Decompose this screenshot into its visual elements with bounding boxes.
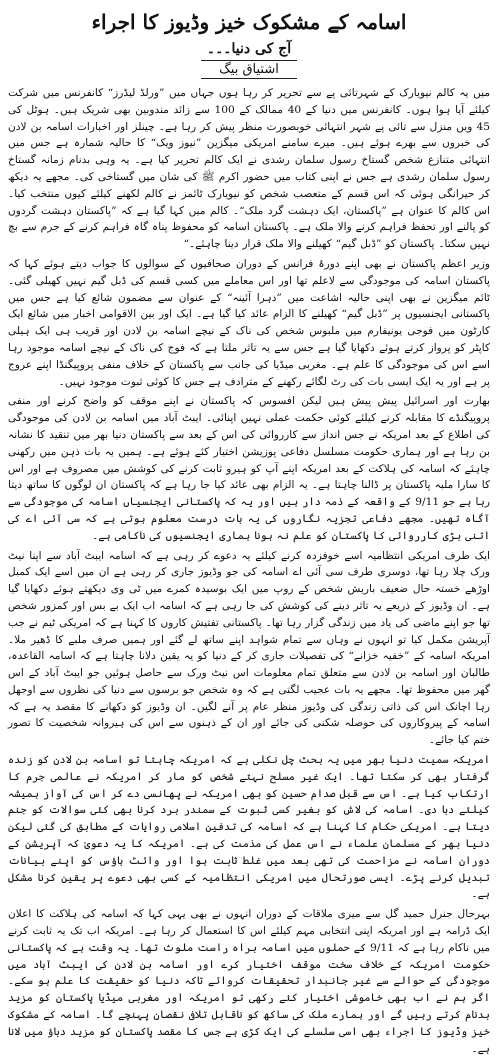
paragraph: امریکہ سمیت دنیا بھر میں یہ بحث چل نکلی ہے کہ امریکہ چاہتا تو اسامہ بن لادن کو زندہ گرفتار بھی کر سکتا تھا۔ ایک غیر مسلح نہتے شخص کو مار کر امریکہ نے عالمی جرم کا ارتکاب کیا ہے۔ اس سے قبل صدام حسین کو بھی امریکہ نے پھانسی دے کر اس کی آواز ہمیشہ کیلئے دبا دی۔ اسامہ کی لاش کو بغیر کسی ثبوت کے سمندر برد کرنا بھی کئی سوالات کو جنم دیتا ہے۔ امریکی حکام کا کہنا ہے کہ اسامہ کی تدفین اسلامی روایات کے مطابق کی گئی لیکن دنیا بھر کے مسلمان علماء نے اس عمل کی مذمت کی ہے۔ امریکہ کا یہ دعویٰ کہ آپریشن کے دوران اسامہ نے مزاحمت کی تھی بعد میں غلط ثابت ہوا اور وائٹ ہاؤس کو اپنے بیانات تبدیل کرنے پڑے۔ ایسی صورتحال میں امریکی انتظامیہ کے کسی بھی دعوے پر یقین کرنا مشکل ہے۔ bbox=[8, 754, 490, 901]
article-headline: اسامہ کے مشکوک خیز وڈیوز کا اجراء bbox=[91, 10, 407, 34]
author-name: اشتیاق بیگ bbox=[201, 60, 297, 79]
column-title: آج کی دنیا۔۔۔ bbox=[206, 41, 292, 57]
byline bbox=[8, 40, 490, 79]
paragraph: وزیر اعظم پاکستان نے بھی اپنے دورۂ فرانس کے دوران صحافیوں کے سوالوں کا جواب دیتے ہوئے کہا کہ پاکستان اسامہ کی موجودگی سے لاعلم تھا اور اس معاملے میں کسی قسم کی ڈبل گیم نہیں کھیلی گئی۔ ٹائم میگزین نے بھی اپنی حالیہ اشاعت میں ”دہرا آئینہ“ کے عنوان سے مضمون شائع کیا ہے جس میں پاکستانی ایجنسیوں پر ”ڈبل گیم“ کھیلنے کا الزام عائد کیا گیا ہے۔ ایک اور بین الاقوامی اخبار میں شائع ایک کارٹون میں فوجی یونیفارم میں ملبوس شخص کی ناک کے نیچے اسامہ بن لادن اور قریب ہی ایک ہیلی کاپٹر کو پرواز کرتے ہوئے دکھایا گیا ہے جس سے یہ تاثر ملتا ہے کہ فوج کی ناک کے نیچے اسامہ موجود رہا اسے اس کی موجودگی کا علم ہے۔ مغربی میڈیا کی جانب سے پاکستان کے خلاف منفی پروپیگنڈا اپنے عروج پر ہے اور یہ ایک ایسی بات کی رٹ لگائے رکھنے کے مترادف ہے جس کا کوئی ثبوت موجود نہیں۔ bbox=[8, 257, 490, 388]
paragraph: بہرحال جنرل حمید گل سے میری ملاقات کے دوران انہوں نے بھی یہی کہا کہ اسامہ کی ہلاکت کا اعلان ایک ڈرامہ ہے اور امریکہ اپنی انتخابی مہم کیلئے اس کا استعمال کر رہا ہے۔ امریکہ اب تک یہ ثابت کرنے میں ناکام رہا ہے کہ 9/11 کے حملوں میں اسامہ براہ راست ملوث تھا۔ یہ وقت ہے کہ پاکستانی حکومت امریکہ کے خلاف سخت موقف اختیار کرے اور اسامہ بن لادن کی ایبٹ آباد میں موجودگی کے حوالے سے غیر جانبدار تحقیقات کروائے تاکہ دنیا کو حقیقت کا علم ہو سکے۔ اگر ہم نے اب بھی خاموشی اختیار کئے رکھی تو امریکہ اور مغربی میڈیا پاکستان کو مزید بدنام کرتے رہیں گے اور ہمارے ملک کی ساکھ کو ناقابل تلافی نقصان پہنچے گا۔ اسامہ کے مشکوک خیز وڈیوز کا اجراء بھی اسی سلسلے کی ایک کڑی ہے جس کا مقصد پاکستان کو مزید دباؤ میں لانا ہے۔ bbox=[8, 908, 491, 1055]
paragraph: میں یہ کالم نیویارک کے شہرتائی پے سے تحریر کر رہا ہوں جہاں میں ”ورلڈ لیڈرز“ کانفرنس میں شرکت کیلئے آیا ہوا ہوں۔ کانفرنس میں دنیا کے 40 ممالک کے 100 سے زائد مندوبین بھی شریک ہیں۔ ہوٹل کی 45 ویں منزل سے تائی پے شہر انتہائی خوبصورت منظر پیش کر رہا ہے۔ چینلز اور اخبارات اسامہ بن لادن کی خبروں سے بھرے ہوئے ہیں۔ میرے سامنے امریکی میگزین ”نیوز ویک“ کا حالیہ شمارہ ہے جس میں انتہائی متنازع شخص گستاخ رسول سلمان رشدی نے ایک کالم تحریر کیا ہے۔ یہ وہی بدنام زمانہ گستاخ رسول سلمان رشدی ہے جس نے اپنی کتاب میں حضور اکرم ﷺ کی شان میں گستاخی کی۔ مجھے یہ دیکھ کر حیرانگی ہوئی کہ اس قسم کے متعصب شخص کو نیویارک ٹائمز نے کالم لکھنے کیلئے کیوں منتخب کیا۔ اس کالم کا عنوان ہے ”پاکستان، ایک دہشت گرد ملک“۔ کالم میں کہا گیا ہے کہ ”پاکستان دہشت گردوں کو پالنے اور تحفظ فراہم کرنے والا ملک ہے۔ پاکستان اسامہ کو محفوظ پناہ گاہ فراہم کرنے کے جرم سے بچ نہیں سکتا۔ پاکستان کو ”ڈبل گیم“ کھیلنے والا ملک قرار دینا چاہئے۔“ bbox=[8, 87, 490, 251]
paragraph: بھارت اور اسرائیل پیش پیش ہیں لیکن افسوس کہ پاکستان نے اپنے موقف کو واضح کرنے اور منفی پروپیگنڈے کا مقابلہ کرنے کیلئے کوئی حکمت عملی نہیں اپنائی۔ ایبٹ آباد میں اسامہ بن لادن کی موجودگی کی اطلاع کے بعد امریکہ نے جس انداز سے کارروائی کی اس کے بعد سے پاکستان دنیا بھر میں تنقید کا نشانہ بن رہا ہے اور ہماری حکومت مسلسل دفاعی پوزیشن اختیار کئے ہوئے ہے۔ ہمیں یہ بات ذہن میں رکھنی چاہئے کہ اسامہ کی ہلاکت کے بعد امریکہ اپنے آپ کو ہیرو ثابت کرنے کی کوشش میں مصروف ہے اور اس کا سارا ملبہ پاکستان پر ڈالنا چاہتا ہے۔ یہ الزام بھی عائد کیا جا رہا ہے کہ پاکستان ان لوگوں کا ساتھ دیتا رہا ہے جو 9/11 کے واقعہ کے ذمہ دار ہیں اور یہ کہ پاکستانی ایجنسیاں اسامہ کی موجودگی سے آگاہ تھیں۔ مجھے دفاعی تجزیہ نگاروں کی یہ بات درست معلوم ہوتی ہے کہ سی آئی اے کی اتنی بڑی کارروائی کا پاکستان کو علم نہ ہونا ہماری ایجنسیوں کی ناکامی ہے۔ bbox=[8, 395, 490, 542]
paragraph: ایک طرف امریکی انتظامیہ اسے خوفزدہ کرنے کیلئے یہ دعوے کر رہی ہے کہ اسامہ ایبٹ آباد سے اپنا نیٹ ورک چلا رہا تھا، دوسری طرف سی آئی اے اسامہ کی جو وڈیوز جاری کر رہی ہے ان میں اسے ایک کمبل اوڑھے خستہ حال ضعیف باریش شخص کے روپ میں ایک بوسیدہ کمرے میں ٹی وی دیکھتے ہوئے دکھایا گیا ہے۔ ان وڈیوز کے ذریعے یہ تاثر دینے کی کوشش کی جا رہی ہے کہ اسامہ اب ایک بے بس اور کمزور شخص تھا جو اپنے ماضی کی یاد میں زندگی گزار رہا تھا۔ پاکستانی تفتیش کاروں کا کہنا ہے کہ امریکی ٹیم نے جب آپریشن مکمل کیا تو انہوں نے وہاں سے تمام شواہد اپنے ساتھ لے گئے اور ہمیں صرف ملبے کا ڈھیر ملا۔ امریکہ اسامہ کے ”خفیہ خزانے“ کی تفصیلات جاری کر کے دنیا کو یہ یقین دلانا چاہتا ہے کہ اسامہ القاعدہ، طالبان اور اسامہ بن لادن سے متعلق تمام معلومات اس نیٹ ورک سے حاصل ہوئیں جو ایبٹ آباد کے اس گھر میں محفوظ تھا۔ مجھے یہ بات عجیب لگتی ہے کہ وہ شخص جو برسوں سے دنیا کی نظروں سے اوجھل رہا اچانک اس کی ذاتی زندگی کی وڈیوز منظر عام پر آنے لگیں۔ ان وڈیوز کو دکھانے کا مقصد یہ ہے کہ اسامہ کے پیروکاروں کی حوصلہ شکنی کی جائے اور ان کے ذہنوں سے اس کی ہیروانہ شخصیت کا تصور ختم کیا جائے۔ bbox=[8, 549, 490, 747]
article-body bbox=[8, 85, 491, 1055]
